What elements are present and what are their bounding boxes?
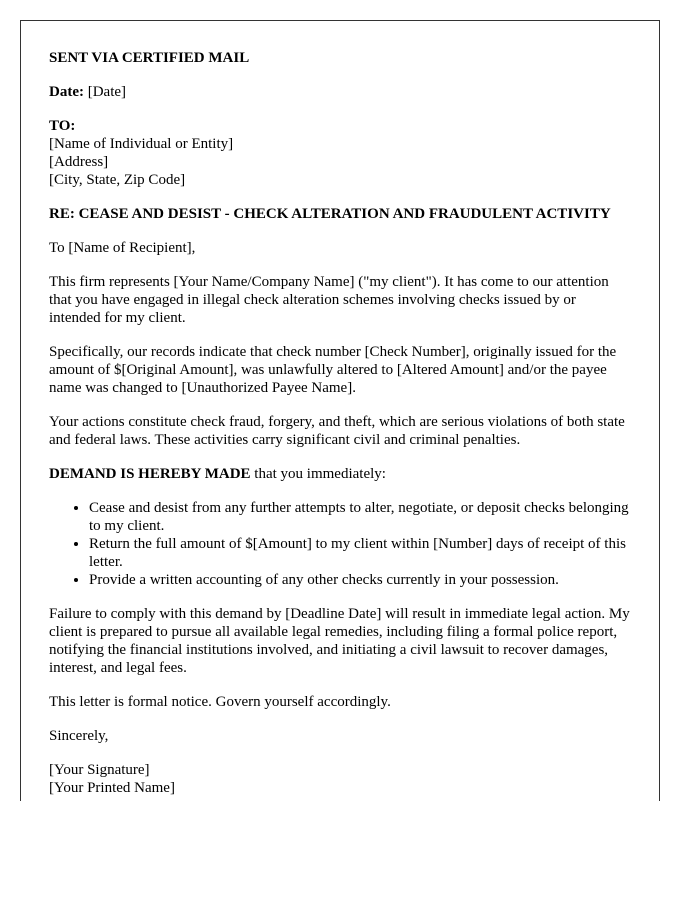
formal-notice: This letter is formal notice. Govern yourself accordingly. (49, 694, 391, 710)
demand-item: • Provide a written accounting of any other checks currently in your possession. (89, 571, 631, 589)
demand-rest: that you immediately: (250, 466, 386, 482)
body-paragraph: Your actions constitute check fraud, forgery, and theft, which are serious violations of both state and federal laws. These activities carry significant civil and criminal penalties. (49, 414, 625, 448)
subject-line: RE: CEASE AND DESIST - CHECK ALTERATION AND FRAUDULENT ACTIVITY (49, 206, 611, 222)
salutation: To [Name of Recipient], (49, 240, 196, 256)
recipient-address: [Address] (49, 154, 109, 170)
letter-page (20, 20, 660, 801)
sent-via-header: SENT VIA CERTIFIED MAIL (49, 50, 250, 66)
date-value: [Date] (87, 84, 127, 100)
demand-bold: DEMAND IS HEREBY MADE (49, 466, 251, 482)
recipient-address-block (49, 117, 631, 189)
demand-list (49, 499, 631, 589)
recipient-name: [Name of Individual or Entity] (49, 136, 234, 152)
printed-name: [Your Printed Name] (49, 780, 175, 796)
demand-item: • Cease and desist from any further attempts to alter, negotiate, or deposit checks belonging to my client. (89, 499, 631, 535)
signature-block (49, 761, 631, 797)
date-line (49, 83, 631, 101)
closing: Sincerely, (49, 728, 109, 744)
signature: [Your Signature] (49, 762, 150, 778)
failure-paragraph: Failure to comply with this demand by [Deadline Date] will result in immediate legal action. My client is prepared to pursue all available legal remedies, including filing a formal police report, notifying the financial institutions involved, and initiating a civil lawsuit to recover damages, interest, and legal fees. (49, 606, 630, 676)
date-label: Date: (49, 84, 84, 100)
body-paragraph: This firm represents [Your Name/Company Name] ("my client"). It has come to our attention that you have engaged in illegal check alteration schemes involving checks issued by or intended for my client. (49, 274, 609, 326)
demand-item: • Return the full amount of $[Amount] to my client within [Number] days of receipt of this letter. (89, 535, 631, 571)
body-paragraph: Specifically, our records indicate that check number [Check Number], originally issued for the amount of $[Original Amount], was unlawfully altered to [Altered Amount] and/or the payee name was changed to [Unauthorized Payee Name]. (49, 344, 617, 396)
to-label: TO: (49, 118, 76, 134)
demand-intro (49, 465, 631, 483)
recipient-city: [City, State, Zip Code] (49, 172, 186, 188)
